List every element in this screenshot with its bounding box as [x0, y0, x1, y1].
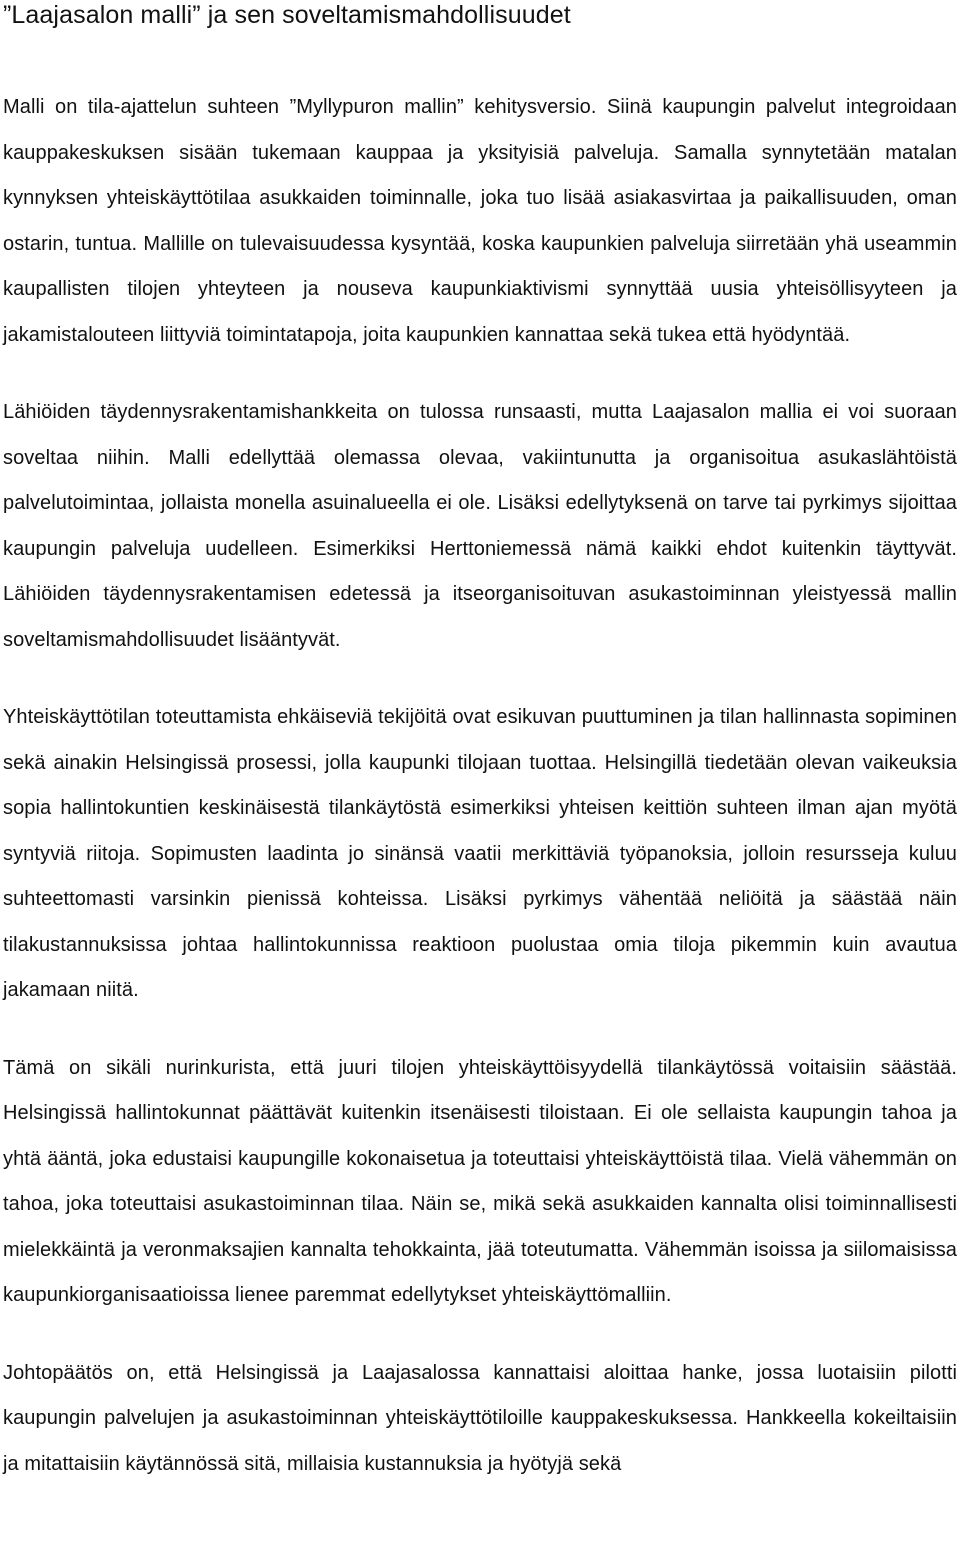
- document-title: ”Laajasalon malli” ja sen soveltamismahdollisuudet: [3, 1, 571, 29]
- paragraph-2: Lähiöiden täydennysrakentamishankkeita on tulossa runsaasti, mutta Laajasalon mallia ei voi suoraan soveltaa niihin. Malli edellyttää olemassa olevaa, vakiintunutta ja organisoitua asukaslähtöistä palvelutoimintaa, jollaista monella asuinalueella ei ole. Lisäksi edellytyksenä on tarve tai pyrkimys sijoittaa kaupungin palveluja uudelleen. Esimerkiksi Herttoniemessä nämä kaikki ehdot kuitenkin täyttyvät. Lähiöiden täydennysrakentamisen edetessä ja itseorganisoituvan asukastoiminnan yleistyessä mallin soveltamismahdollisuudet lisääntyvät.: [3, 401, 957, 651]
- paragraph-1: Malli on tila-ajattelun suhteen ”Myllypuron mallin” kehitysversio. Siinä kaupungin palvelut integroidaan kauppakeskuksen sisään tukemaan kauppaa ja yksityisiä palveluja. Samalla synnytetään matalan kynnyksen yhteiskäyttötilaa asukkaiden toiminnalle, joka tuo lisää asiakasvirtaa ja paikallisuuden, oman ostarin, tuntua. Mallille on tulevaisuudessa kysyntää, koska kaupunkien palveluja siirretään yhä useammin kaupallisten tilojen yhteyteen ja nouseva kaupunkiaktivismi synnyttää uusia yhteisöllisyyteen ja jakamistalouteen liittyviä toimintatapoja, joita kaupunkien kannattaa sekä tukea että hyödyntää.: [3, 96, 957, 346]
- paragraph-5: Johtopäätös on, että Helsingissä ja Laajasalossa kannattaisi aloittaa hanke, jossa luotaisiin pilotti kaupungin palvelujen ja asukastoiminnan yhteiskäyttötiloille kauppakeskuksessa. Hankkeella kokeiltaisiin ja mitattaisiin käytännössä sitä, millaisia kustannuksia ja hyötyjä sekä: [3, 1361, 957, 1475]
- paragraph-3: Yhteiskäyttötilan toteuttamista ehkäiseviä tekijöitä ovat esikuvan puuttuminen ja tilan hallinnasta sopiminen sekä ainakin Helsingissä prosessi, jolla kaupunki tilojaan tuottaa. Helsingillä tiedetään olevan vaikeuksia sopia hallintokuntien keskinäisestä tilankäytöstä esimerkiksi yhteisen keittiön suhteen ilman ajan myötä syntyviä riitoja. Sopimusten laadinta jo sinänsä vaatii merkittäviä työpanoksia, jolloin resursseja kuluu suhteettomasti varsinkin pienissä kohteissa. Lisäksi pyrkimys vähentää neliöitä ja säästää näin tilakustannuksissa johtaa hallintokunnissa reaktioon puolustaa omia tiloja pikemmin kuin avautua jakamaan niitä.: [3, 706, 957, 1001]
- paragraph-4: Tämä on sikäli nurinkurista, että juuri tilojen yhteiskäyttöisyydellä tilankäytössä voitaisiin säästää. Helsingissä hallintokunnat päättävät kuitenkin itsenäisesti tiloistaan. Ei ole sellaista kaupungin tahoa ja yhtä ääntä, joka edustaisi kaupungille kokonaisetua ja toteuttaisi yhteiskäyttöistä tilaa. Vielä vähemmän on tahoa, joka toteuttaisi asukastoiminnan tilaa. Näin se, mikä sekä asukkaiden kannalta olisi toiminnallisesti mielekkäintä ja veronmaksajien kannalta tehokkainta, jää toteutumatta. Vähemmän isoissa ja siilomaisissa kaupunkiorganisaatioissa lienee paremmat edellytykset yhteiskäyttömalliin.: [3, 1056, 957, 1306]
- document-body: [3, 85, 957, 1487]
